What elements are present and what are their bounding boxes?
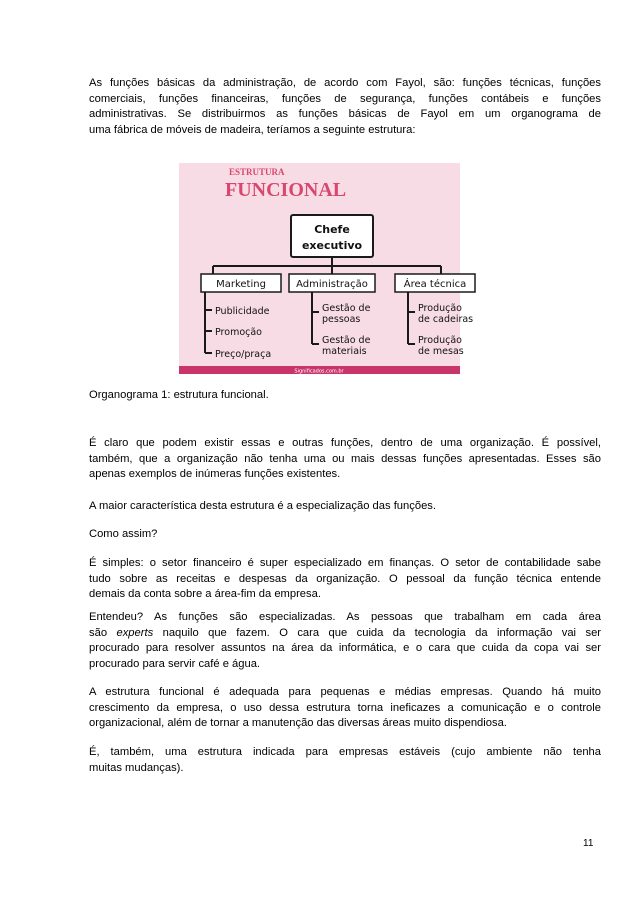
text-fragment: são [89, 626, 108, 639]
item-promocao: Promoção [215, 327, 262, 338]
text-line: A maior característica desta estrutura é a especialização das funções. [89, 500, 436, 512]
item-producao-cadeiras-l2: de cadeiras [418, 314, 474, 325]
figure-title-big: FUNCIONAL [225, 179, 347, 201]
item-producao-mesas-l2: de mesas [418, 346, 464, 357]
paragraph [89, 527, 601, 543]
text-line: administrativas. Se distribuirmos as funções básicas de Fayol em um organograma de [89, 108, 601, 121]
text-line: procurado para servir café e água. [89, 657, 261, 670]
paragraph [89, 610, 601, 672]
page-number: 11 [583, 838, 594, 849]
item-gestao-pessoas-l2: pessoas [322, 314, 361, 325]
text-line: tudo sobre as receitas e despesas da organização. O pessoal da função técnica entende [89, 572, 601, 585]
figure-logo-text: Significados.com.br [294, 368, 344, 375]
item-producao-cadeiras-l1: Produção [418, 303, 462, 314]
text-line: É claro que podem existir essas e outras funções, dentro de uma organização. É possível, [89, 437, 601, 449]
item-preco-praca: Preço/praça [215, 349, 272, 360]
text-line: uma fábrica de móveis de madeira, teríamos a seguinte estrutura: [89, 123, 416, 136]
text-line: É simples: o setor financeiro é super especializado em finanças. O setor de contabilidade sabe [89, 557, 601, 569]
item-gestao-pessoas-l1: Gestão de [322, 303, 371, 314]
figure-title-small: ESTRUTURA [229, 167, 285, 177]
paragraph [89, 745, 601, 776]
paragraph [89, 685, 601, 732]
text-line: muitas mudanças). [89, 761, 184, 774]
figure-caption: Organograma 1: estrutura funcional. [89, 389, 269, 401]
text-line: apenas exemplos de inúmeras funções existentes. [89, 468, 341, 481]
item-publicidade: Publicidade [215, 306, 270, 317]
paragraph [89, 556, 601, 603]
text-fragment: naquilo que fazem. O cara que cuida da tecnologia da informação vai ser [162, 626, 602, 639]
text-line: É, também, uma estrutura indicada para empresas estáveis (cujo ambiente não tenha [89, 746, 601, 758]
emphasis-experts: experts [116, 626, 154, 639]
text-line: crescimento da empresa, o uso dessa estrutura torna ineficazes a comunicação e o controle [89, 701, 601, 714]
text-line: também, que a organização não tenha uma ou mais dessas funções apresentadas. Esses são [89, 452, 601, 465]
item-producao-mesas-l1: Produção [418, 335, 462, 346]
text-line: Entendeu? As funções são especializadas. As pessoas que trabalham em cada área [89, 611, 601, 623]
org-chart-figure [179, 163, 474, 375]
text-line: organizacional, além de tornar a manutenção das diversas áreas muito dispendiosa. [89, 717, 507, 730]
root-label-line2: executivo [301, 239, 363, 252]
paragraph [89, 499, 601, 515]
item-gestao-materiais-l2: materiais [322, 346, 367, 357]
root-label-line1: Chefe [314, 223, 350, 236]
branch-label-area-tecnica: Área técnica [403, 279, 467, 290]
text-line: procurado para resolver assuntos na área da informática, e o cara que cuida da copa vai ser [89, 642, 601, 655]
item-gestao-materiais-l1: Gestão de [322, 335, 371, 346]
branch-label-administracao: Administração [296, 279, 368, 290]
branch-label-marketing: Marketing [216, 279, 266, 290]
paragraph [89, 436, 601, 483]
text-line: comerciais, funções financeiras, funções de segurança, funções contábeis e funções [89, 92, 601, 105]
text-line: demais da conta sobre a área-fim da empresa. [89, 588, 321, 601]
intro-paragraph [89, 76, 601, 138]
text-line: A estrutura funcional é adequada para pequenas e médias empresas. Quando há muito [89, 686, 601, 698]
text-line: Como assim? [89, 528, 158, 540]
text-line: As funções básicas da administração, de acordo com Fayol, são: funções técnicas, funções [89, 77, 601, 89]
text-line [89, 626, 601, 642]
